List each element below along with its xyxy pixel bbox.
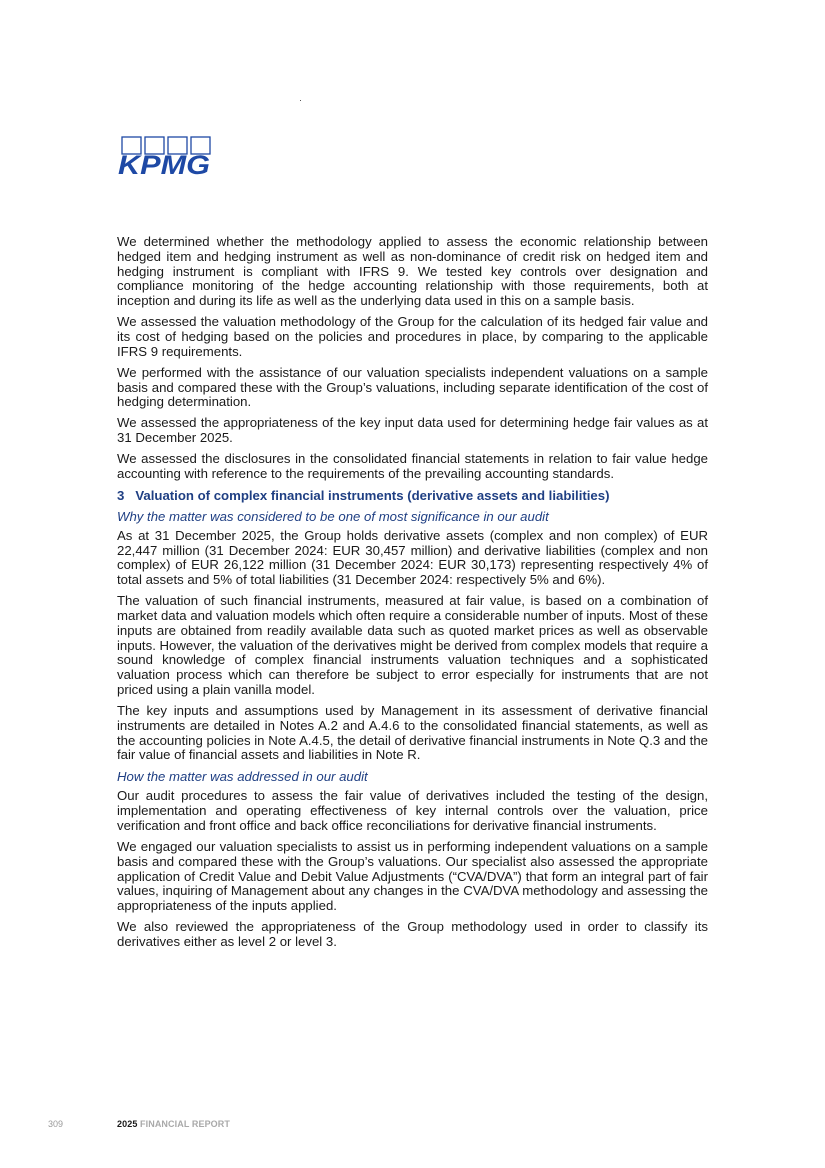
- page-number: 309: [48, 1119, 64, 1129]
- report-name: FINANCIAL REPORT: [140, 1119, 230, 1129]
- why-paragraph: The valuation of such financial instruments, measured at fair value, is based on a combination of market data and valuation models which often require a considerable number of inputs. Most of these inputs are obtained from readily available data such as quoted market prices as well as observable inputs. However, the valuation of the derivatives might be derived from complex models that require a sound knowledge of complex financial instruments valuation techniques and a sophisticated valuation process which can therefore be subject to error especially for instruments that are not priced using a plain vanilla model.: [117, 593, 708, 698]
- audit-report-body: [117, 235, 708, 956]
- kpmg-logo: [117, 136, 213, 178]
- how-paragraph: We also reviewed the appropriateness of the Group methodology used in order to classify its derivatives either as level 2 or level 3.: [117, 919, 708, 949]
- stray-dot: [300, 100, 301, 101]
- how-subheading: How the matter was addressed in our audit: [117, 769, 368, 785]
- why-subheading: Why the matter was considered to be one of most significance in our audit: [117, 508, 549, 524]
- report-year: 2025: [117, 1119, 138, 1129]
- intro-paragraph: We determined whether the methodology applied to assess the economic relationship between hedged item and hedging instrument as well as non-dominance of credit risk on hedged item and hedging instrument is compliant with IFRS 9. We tested key controls over designation and compliance monitoring of the hedge accounting relationship with those requirements, both at inception and during its life as well as the underlying data used in this on a sample basis.: [117, 234, 708, 309]
- how-paragraph: We engaged our valuation specialists to assist us in performing independent valuations on a sample basis and compared these with the Group’s valuations. Our specialist also assessed the appropriate application of Credit Value and Debit Value Adjustments (“CVA/DVA”) that form an integral part of fair values, inquiring of Management about any changes in the CVA/DVA methodology and assessing the appropriateness of the inputs applied.: [117, 838, 708, 914]
- section-heading: 3 Valuation of complex financial instruments (derivative assets and liabilities): [117, 487, 610, 503]
- how-paragraph: Our audit procedures to assess the fair value of derivatives included the testing of the design, implementation and operating effectiveness of key internal controls over the valuation, price verification and front office and back office reconciliations for derivative financial instruments.: [117, 788, 708, 833]
- intro-paragraph: We assessed the valuation methodology of the Group for the calculation of its hedged fair value and its cost of hedging based on the policies and procedures in place, by comparing to the applicable IFRS 9 requirements.: [117, 314, 708, 359]
- intro-paragraph: We performed with the assistance of our valuation specialists independent valuations on a sample basis and compared these with the Group’s valuations, including separate identification of the cost of hedging determination.: [117, 364, 708, 410]
- why-paragraph: The key inputs and assumptions used by Management in its assessment of derivative financial instruments are detailed in Notes A.2 and A.4.6 to the consolidated financial statements, as well as the accounting policies in Note A.4.5, the detail of derivative financial instruments in Note Q.3 and the fair value of financial assets and liabilities in Note R.: [117, 703, 708, 763]
- why-paragraph: As at 31 December 2025, the Group holds derivative assets (complex and non complex) of EUR 22,447 million (31 December 2024: EUR 30,457 million) and derivative liabilities (complex and non complex) of EUR 26,122 million (31 December 2024: EUR 30,173) representing respectively 4% of total assets and 5% of total liabilities (31 December 2024: respectively 5% and 6%).: [117, 527, 708, 588]
- report-title: [117, 1119, 230, 1130]
- svg-text:KPMG: KPMG: [118, 150, 210, 178]
- intro-paragraph: We assessed the disclosures in the consolidated financial statements in relation to fair value hedge accounting with reference to the requirements of the prevailing accounting standards.: [117, 451, 708, 481]
- intro-paragraph: We assessed the appropriateness of the key input data used for determining hedge fair values as at 31 December 2025.: [117, 415, 708, 446]
